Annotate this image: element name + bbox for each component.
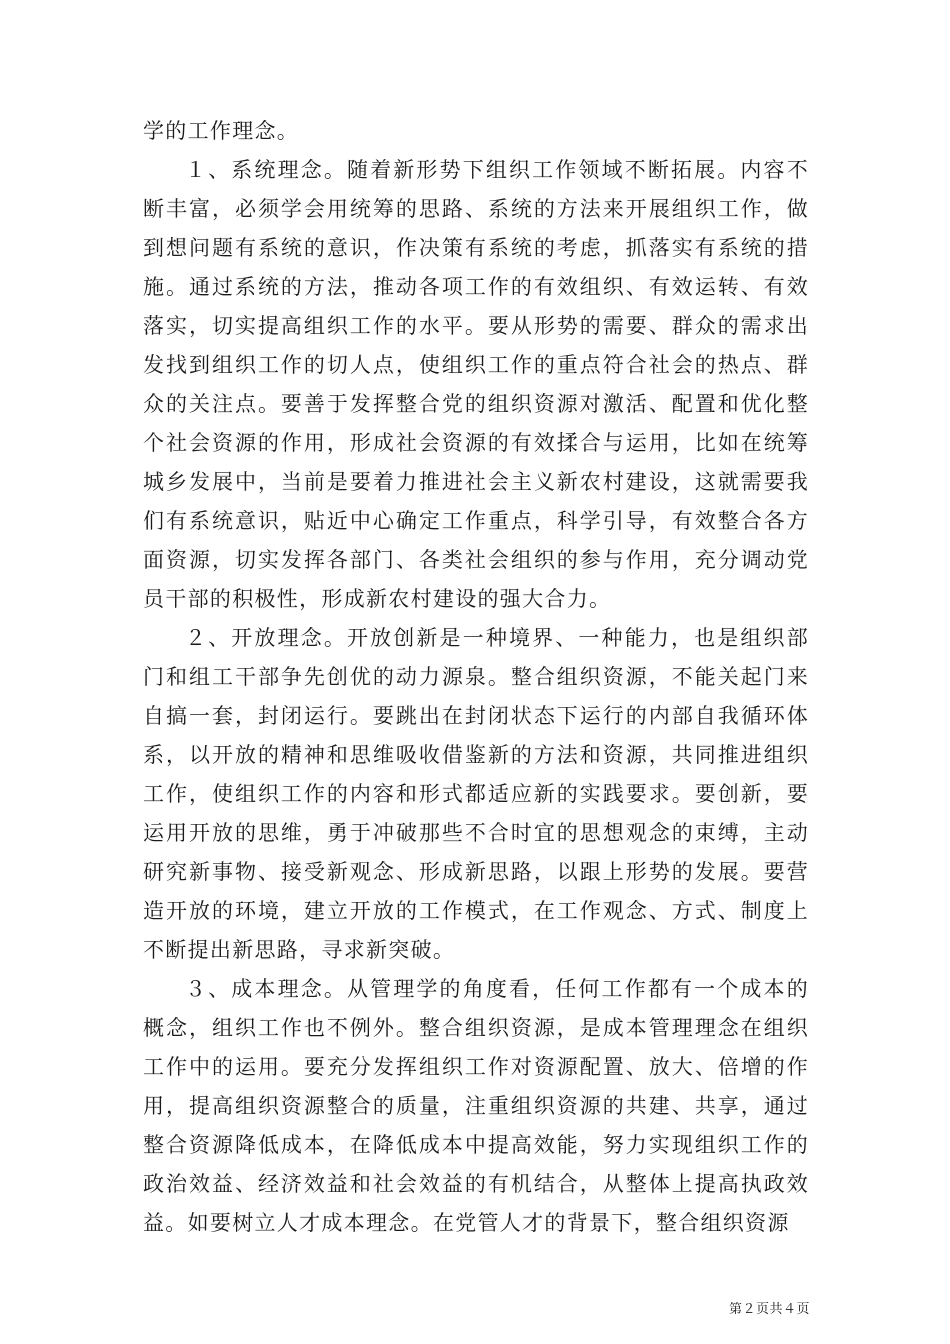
paragraph-cost-concept: ３、成本理念。从管理学的角度看，任何工作都有一个成本的概念，组织工作也不例外。整合组织资源，是成本管理理念在组织工作中的运用。要充分发挥组织工作对资源配置、放大、倍增的作用，提高组织资源整合的质量，注重组织资源的共建、共享，通过整合资源降低成本，在降低成本中提高效能，努力实现组织工作的政治效益、经济效益和社会效益的有机结合，从整体上提高执政效益。如要树立人才成本理念。在党管人才的背景下，整合组织资源 [143, 977, 809, 1235]
page-number-footer: 第２页共４页 [728, 1302, 810, 1317]
paragraph-open-concept: ２、开放理念。开放创新是一种境界、一种能力，也是组织部门和组工干部争先创优的动力源泉。整合组织资源，不能关起门来自搞一套，封闭运行。要跳出在封闭状态下运行的内部自我循环体系，以开放的精神和思维吸收借鉴新的方法和资源，共同推进组织工作，使组织工作的内容和形式都适应新的实践要求。要创新，要运用开放的思维，勇于冲破那些不合时宜的思想观念的束缚，主动研究新事物、接受新观念、形成新思路，以跟上形势的发展。要营造开放的环境，建立开放的工作模式，在工作观念、方式、制度上不断提出新思路，寻求新突破。 [143, 626, 809, 962]
paragraph-system-concept: １、系统理念。随着新形势下组织工作领域不断拓展。内容不断丰富，必须学会用统筹的思路、系统的方法来开展组织工作，做到想问题有系统的意识，作决策有系统的考虑，抓落实有系统的措施。通过系统的方法，推动各项工作的有效组织、有效运转、有效落实，切实提高组织工作的水平。要从形势的需要、群众的需求出发找到组织工作的切人点，使组织工作的重点符合社会的热点、群众的关注点。要善于发挥整合党的组织资源对激活、配置和优化整个社会资源的作用，形成社会资源的有效揉合与运用，比如在统筹城乡发展中，当前是要着力推进社会主义新农村建设，这就需要我们有系统意识，贴近中心确定工作重点，科学引导，有效整合各方面资源，切实发挥各部门、各类社会组织的参与作用，充分调动党员干部的积极性，形成新农村建设的强大合力。 [143, 158, 809, 611]
document-body [143, 112, 809, 1243]
paragraph-continuation: 学的工作理念。 [143, 119, 300, 143]
